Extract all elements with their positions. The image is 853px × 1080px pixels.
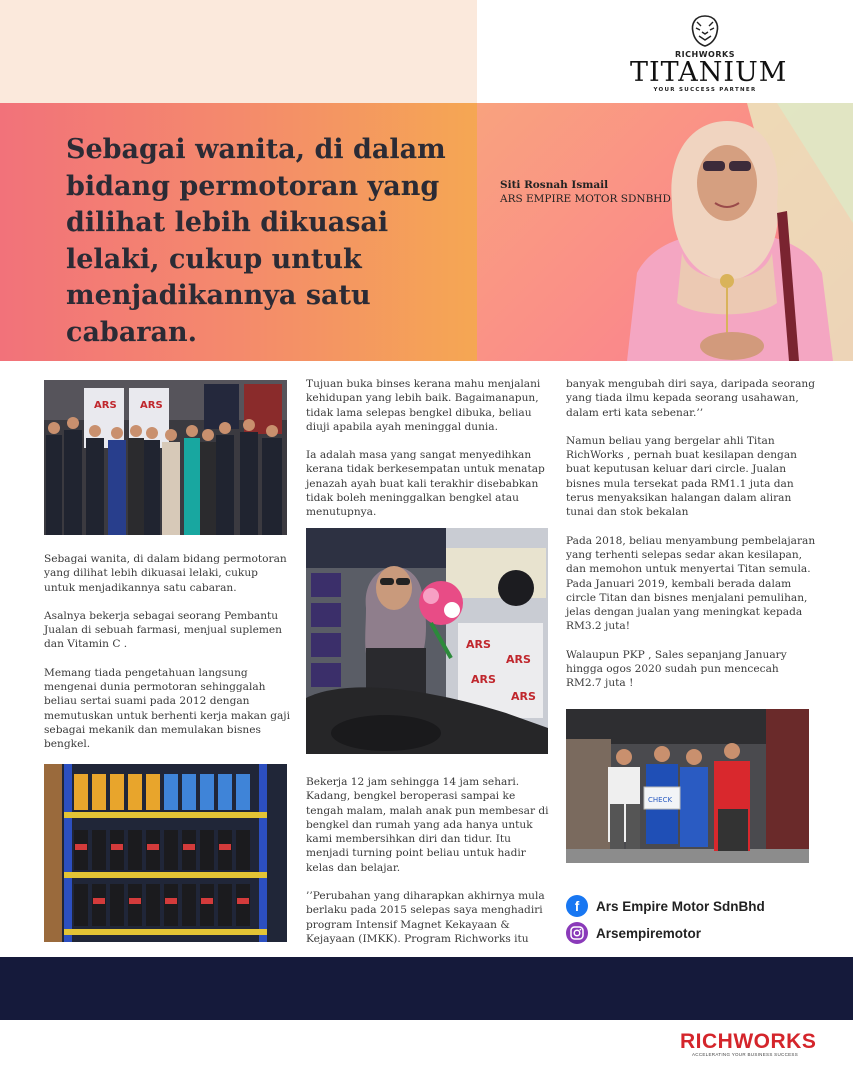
lion-icon [687, 14, 723, 48]
oil-shelf-photo [44, 764, 287, 942]
portrait-panel [477, 103, 853, 361]
banner-quote: Sebagai wanita, di dalam bidang permotoran yang dilihat lebih dikuasai lelaki, cukup untuk menjadikannya satu cabaran. [66, 134, 446, 348]
logo-tagline: YOUR SUCCESS PARTNER [653, 87, 757, 93]
article-column-2-bottom [306, 775, 552, 960]
portrait-photo [477, 103, 853, 361]
facebook-label: Ars Empire Motor SdnBhd [596, 898, 765, 914]
article-column-3 [566, 377, 816, 705]
group-check-photo [566, 709, 809, 863]
team-photo [44, 380, 287, 535]
column2-paragraph: Ia adalah masa yang sangat menyedihkan kerana tidak berkesempatan untuk menatap jenazah ayah buat kali terakhir disebabkan tidak boleh meninggalkan bengkel atau menutupnya. [306, 449, 545, 519]
ars-sign: ARS [506, 653, 531, 666]
article-column-2-top [306, 377, 552, 534]
footer-band [0, 957, 853, 1020]
richworks-tagline: ACCELERATING YOUR BUSINESS SUCCESS [691, 1052, 799, 1057]
column2-paragraph: Tujuan buka binses kerana mahu menjalani kehidupan yang lebih baik. Bagaimanapun, tidak lama selepas bengkel dibuka, beliau diuji apabila ayah meninggal dunia. [306, 378, 541, 433]
column3-paragraph: Walaupun PKP , Sales sepanjang January hingga ogos 2020 sudah pun mencecah RM2.7 juta ! [566, 648, 787, 690]
column3-paragraph: Pada 2018, beliau menyambung pembelajaran yang terhenti selepas sedar akan kesilapan, dan memohon untuk menyertai Titan semula. Pada Januari 2019, kembali berada dalam circle Titan dan bisnes menjalani pemulihan, jelas dengan jualan yang meningkat kepada RM3.2 juta! [566, 534, 816, 633]
facebook-link[interactable] [566, 895, 765, 917]
column1-paragraph: Memang tiada pengetahuan langsung mengenai dunia permotoran sehinggalah beliau sertai suami pada 2012 dengan memutuskan untuk berhenti kerja makan gaji sebagai mekanik dan memulakan bisnes bengkel. [44, 666, 290, 751]
column3-paragraph: banyak mengubah diri saya, daripada seorang yang tiada ilmu kepada seorang usahawan, dalam erti kata sebenar.’’ [566, 378, 815, 419]
ars-sign: ARS [511, 690, 536, 703]
titanium-logo [630, 14, 788, 100]
motorcycle-owner-photo [306, 528, 548, 754]
instagram-link[interactable] [566, 922, 701, 944]
column2-paragraph: Bekerja 12 jam sehingga 14 jam sehari. Kadang, bengkel beroperasi sampai ke tengah malam, malah anak pun membesar di bengkel dan rumah yang ada hanya untuk kami membersihkan diri dan tidur. Itu menjadi turning point beliau untuk hadir kelas dan belajar. [306, 776, 549, 874]
richworks-footer-logo [680, 1030, 817, 1057]
person-name: Siti Rosnah Ismail [500, 179, 609, 191]
ars-sign: ARS [140, 400, 163, 411]
top-bar-left [0, 0, 477, 103]
ars-sign: ARS [94, 400, 117, 411]
facebook-icon: f [566, 895, 588, 917]
check-card-text: CHECK [648, 796, 673, 804]
instagram-label: Arsempiremotor [596, 925, 702, 941]
column1-paragraph: Sebagai wanita, di dalam bidang permotoran yang dilihat lebih dikuasai lelaki, cukup untuk menjadikannya satu cabaran. [44, 553, 287, 594]
ars-sign: ARS [471, 673, 496, 686]
instagram-icon [566, 922, 588, 944]
person-company: ARS EMPIRE MOTOR SDNBHD [500, 193, 671, 205]
person-caption [500, 178, 671, 206]
column3-paragraph: Namun beliau yang bergelar ahli Titan RichWorks , pernah buat kesilapan dengan buat keputusan keluar dari circle. Jualan bisnes mula tersekat pada RM1.1 juta dan terus menyaksikan halangan dalam aliran tunai dan stok bekalan [566, 434, 797, 519]
ars-sign: ARS [466, 638, 491, 651]
richworks-wordmark: RICHWORKS [680, 1030, 817, 1053]
column2-paragraph: ’’Perubahan yang diharapkan akhirnya mula berlaku pada 2015 selepas saya menghadiri program Intensif Magnet Kekayaan & Kejayaan (IMKK). Program Richworks itu [306, 890, 545, 945]
titanium-wordmark: TITANIUM [630, 57, 788, 88]
column1-paragraph: Asalnya bekerja sebagai seorang Pembantu Jualan di sebuah farmasi, menjual suplemen dan Vitamin C . [44, 609, 283, 651]
richworks-small-text: RICHWORKS [675, 50, 735, 59]
article-column-1 [44, 552, 290, 766]
